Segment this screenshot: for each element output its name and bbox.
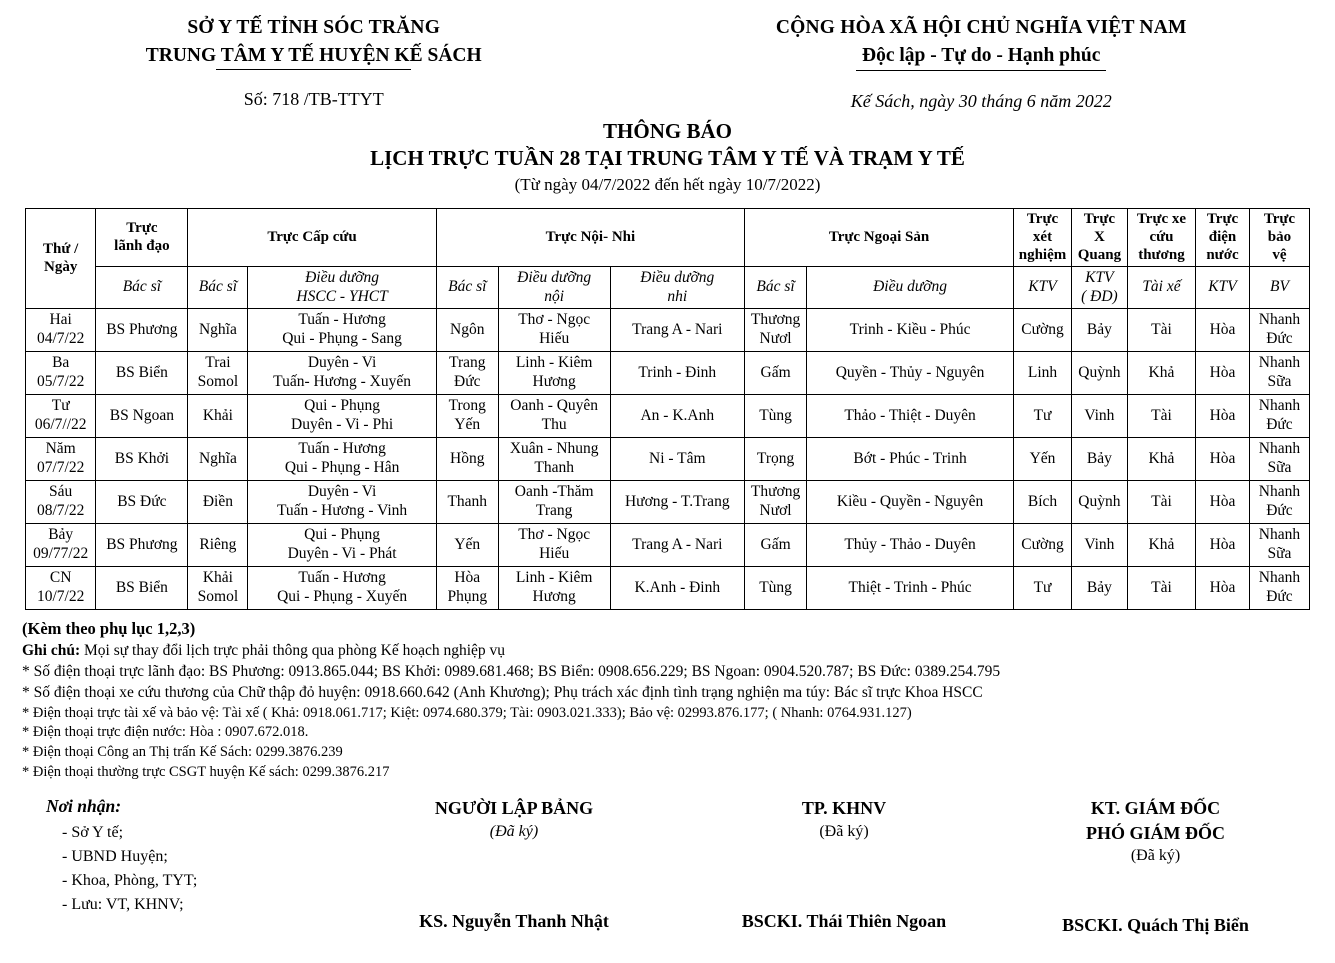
cell-internal-nurse (498, 480, 610, 523)
cell-security-line: Nhanh (1258, 311, 1301, 329)
cell-pediatric-nurse: Hương - T.Trang (610, 480, 745, 523)
cell-internal-nurse-line: Oanh -Thăm (514, 483, 594, 501)
cell-pediatric-nurse: K.Anh - Đinh (610, 566, 745, 609)
subcol-leadership-doctor: Bác sĩ (96, 267, 188, 309)
organization-province: SỞ Y TẾ TỈNH SÓC TRĂNG (187, 17, 441, 38)
cell-lab-tech: Bích (1014, 480, 1072, 523)
page-subtitle: LỊCH TRỰC TUẦN 28 TẠI TRUNG TÂM Y TẾ VÀ TRẠM Y TẾ (370, 145, 965, 170)
cell-lab-tech: Yến (1014, 437, 1072, 480)
appendix-note: (Kèm theo phụ lục 1,2,3) (22, 618, 196, 638)
col-header-security-line2: bảo (1267, 228, 1292, 245)
cell-security-line: Đức (1266, 415, 1293, 433)
col-header-lab-line1: Trực (1026, 211, 1059, 228)
col-header-utility (1196, 209, 1250, 267)
cell-day-line: Ba (52, 354, 70, 372)
cell-internal-doctor-line: Đức (454, 372, 481, 390)
director-signed-mark: (Đã ký) (1130, 846, 1181, 864)
col-header-ambulance-line2: cứu (1149, 228, 1174, 245)
cell-surgery-doctor-line: Thương (750, 483, 801, 501)
cell-pediatric-nurse: Ni - Tâm (610, 437, 745, 480)
col-header-emergency: Trực Cấp cứu (188, 209, 436, 267)
col-header-utility-line2: điện (1208, 228, 1237, 245)
col-header-day-line2: Ngày (44, 258, 78, 275)
cell-security-line: Đức (1266, 501, 1293, 519)
cell-day-line: Bảy (48, 526, 74, 544)
cell-surgery-doctor: Gấm (745, 351, 807, 394)
subcol-driver-line: Tài xế (1142, 278, 1181, 296)
cell-emergency-nurse-line: Duyên - Vi (307, 354, 377, 372)
cell-emergency-nurse-line: Qui - Phụng - Xuyến (277, 587, 408, 605)
subcol-xray-tech-line: KTV (1085, 269, 1114, 287)
cell-internal-nurse-line: Thu (541, 415, 567, 433)
khnv-title: TP. KHNV (801, 798, 887, 819)
table-row (26, 351, 1310, 394)
cell-utility-tech: Hòa (1196, 480, 1250, 523)
notes-block (22, 618, 1310, 783)
national-motto (627, 42, 1335, 70)
cell-emergency-nurse-line: Tuấn - Hương (298, 311, 386, 329)
recipients-column (24, 796, 344, 936)
cell-internal-doctor (436, 566, 498, 609)
col-header-xray-line2: X (1093, 228, 1105, 245)
cell-internal-doctor: Ngôn (436, 308, 498, 351)
col-header-security (1249, 209, 1309, 267)
cell-lab-tech: Cường (1014, 523, 1072, 566)
cell-emergency-nurse (248, 523, 436, 566)
note-traffic-police-phone: * Điện thoại thường trực CSGT huyện Kế sách: 0299.3876.217 (22, 763, 390, 780)
khnv-column (684, 796, 1004, 936)
cell-leadership-doctor: BS Đức (96, 480, 188, 523)
cell-day-line: 04/7/22 (36, 329, 85, 347)
cell-driver: Tài (1127, 308, 1195, 351)
cell-internal-nurse (498, 351, 610, 394)
cell-surgery-nurse: Thảo - Thiệt - Duyên (807, 394, 1014, 437)
cell-utility-tech: Hòa (1196, 351, 1250, 394)
subcol-emergency-nurse-line1: Điều dưỡng (305, 269, 380, 287)
cell-pediatric-nurse: Trinh - Đinh (610, 351, 745, 394)
cell-internal-nurse-line: Thơ - Ngọc (518, 526, 591, 544)
cell-day-line: Hai (49, 311, 72, 329)
cell-day-line: CN (49, 569, 72, 587)
cell-xray-tech: Bảy (1071, 566, 1127, 609)
subcol-security (1249, 267, 1309, 309)
cell-pediatric-nurse: Trang A - Nari (610, 523, 745, 566)
cell-leadership-doctor: BS Ngoan (96, 394, 188, 437)
director-column (1004, 796, 1307, 936)
cell-utility-tech: Hòa (1196, 437, 1250, 480)
cell-security (1249, 437, 1309, 480)
cell-emergency-doctor: Riêng (188, 523, 248, 566)
khnv-signed-mark: (Đã ký) (819, 822, 869, 840)
subcol-pediatric-nurse (610, 267, 745, 309)
director-name: BSCKI. Quách Thị Biển (1062, 915, 1249, 936)
subcol-utility (1196, 267, 1250, 309)
cell-security (1249, 308, 1309, 351)
table-row (26, 437, 1310, 480)
cell-emergency-doctor-line: Khải (202, 569, 233, 587)
document-header (0, 0, 1335, 112)
table-row (26, 566, 1310, 609)
cell-day-line: Sáu (49, 483, 73, 501)
cell-day (26, 523, 96, 566)
date-range: (Từ ngày 04/7/2022 đến hết ngày 10/7/2022) (514, 175, 821, 195)
cell-internal-nurse (498, 308, 610, 351)
cell-security-line: Sữa (1267, 458, 1292, 476)
subcol-emergency-nurse (248, 267, 436, 309)
cell-emergency-doctor-line: Somol (197, 587, 239, 605)
cell-internal-nurse (498, 523, 610, 566)
recipient-item: - Sở Y tế; (62, 824, 124, 842)
col-header-security-line3: vệ (1272, 246, 1287, 263)
cell-emergency-nurse (248, 480, 436, 523)
cell-internal-nurse-line: Thanh (534, 458, 574, 476)
cell-surgery-doctor-line: Nươl (759, 501, 792, 519)
cell-internal-nurse (498, 566, 610, 609)
table-body (26, 308, 1310, 609)
cell-day-line: 08/7/22 (36, 501, 85, 519)
preparer-signed-mark: (Đã ký) (489, 822, 539, 840)
cell-security-line: Nhanh (1258, 397, 1301, 415)
cell-internal-doctor (436, 394, 498, 437)
note-police-phone: * Điện thoại Công an Thị trấn Kế Sách: 0299.3876.239 (22, 743, 343, 760)
table-header-group-row (26, 209, 1310, 267)
cell-utility-tech: Hòa (1196, 308, 1250, 351)
cell-surgery-nurse: Kiều - Quyền - Nguyên (807, 480, 1014, 523)
cell-emergency-doctor: Điền (188, 480, 248, 523)
cell-day-line: 10/7/22 (36, 587, 85, 605)
cell-day-line: 07/7/22 (36, 458, 85, 476)
cell-day-line: 09/77/22 (33, 544, 89, 562)
col-header-lab-line2: xét (1032, 228, 1053, 245)
cell-day-line: 06/7//22 (34, 415, 87, 433)
cell-security (1249, 394, 1309, 437)
cell-internal-doctor: Thanh (436, 480, 498, 523)
cell-leadership-doctor: BS Biển (96, 566, 188, 609)
cell-internal-doctor (436, 351, 498, 394)
cell-security-line: Đức (1266, 329, 1293, 347)
cell-surgery-doctor: Tùng (745, 394, 807, 437)
place-and-date: Kế Sách, ngày 30 tháng 6 năm 2022 (850, 90, 1112, 111)
cell-emergency-nurse-line: Duyên - Vi (307, 483, 377, 501)
table-header (26, 209, 1310, 309)
cell-xray-tech: Vinh (1071, 523, 1127, 566)
table-row (26, 480, 1310, 523)
note-utility-phone: * Điện thoại trực điện nước: Hòa : 0907.672.018. (22, 724, 309, 741)
khnv-name: BSCKI. Thái Thiên Ngoan (741, 911, 947, 932)
duty-schedule-table (25, 208, 1310, 610)
col-header-leadership-line2: lãnh đạo (114, 237, 170, 254)
signature-block (0, 796, 1335, 936)
cell-emergency-nurse-line: Duyên - Vi - Phát (287, 544, 397, 562)
national-title: CỘNG HÒA XÃ HỘI CHỦ NGHĨA VIỆT NAM (775, 17, 1187, 38)
cell-surgery-doctor-line: Nươl (759, 329, 792, 347)
cell-driver: Khả (1127, 351, 1195, 394)
cell-leadership-doctor: BS Biển (96, 351, 188, 394)
cell-emergency-doctor-line: Somol (197, 372, 239, 390)
director-title-line2: PHÓ GIÁM ĐỐC (1086, 822, 1225, 843)
note-text: Mọi sự thay đổi lịch trực phải thông qua phòng Kế hoạch nghiệp vụ (80, 642, 506, 660)
cell-security-line: Nhanh (1258, 483, 1301, 501)
subcol-utility-line: KTV (1208, 278, 1237, 296)
subcol-security-line: BV (1269, 278, 1289, 296)
cell-emergency-nurse (248, 308, 436, 351)
col-header-leadership-line1: Trực (126, 220, 158, 237)
cell-day (26, 351, 96, 394)
cell-internal-doctor-line: Yến (454, 415, 481, 433)
cell-emergency-doctor (188, 351, 248, 394)
cell-driver: Tài (1127, 480, 1195, 523)
title-block (0, 118, 1335, 197)
cell-surgery-nurse: Quyền - Thủy - Nguyên (807, 351, 1014, 394)
col-header-ambulance-line1: Trực xe (1136, 211, 1187, 228)
cell-internal-doctor-line: Phụng (447, 587, 488, 605)
cell-xray-tech: Bảy (1071, 308, 1127, 351)
subcol-emergency-nurse-line2: HSCC - YHCT (296, 287, 388, 305)
national-motto-text: Độc lập - Tự do - Hạnh phúc (856, 42, 1106, 70)
subcol-internal-nurse-line1: Điều dưỡng (517, 269, 592, 287)
cell-emergency-nurse (248, 351, 436, 394)
cell-day (26, 394, 96, 437)
col-header-day (26, 209, 96, 309)
cell-emergency-nurse-line: Qui - Phụng - Sang (282, 329, 402, 347)
cell-day-line: Tư (51, 397, 70, 415)
col-header-day-line1: Thứ / (43, 240, 79, 257)
cell-surgery-doctor-line: Thương (750, 311, 801, 329)
cell-pediatric-nurse: An - K.Anh (610, 394, 745, 437)
subcol-pediatric-nurse-line2: nhi (667, 287, 688, 305)
cell-driver: Khả (1127, 437, 1195, 480)
col-header-internal-pediatrics: Trực Nội- Nhi (436, 209, 744, 267)
cell-day (26, 566, 96, 609)
cell-lab-tech: Tư (1014, 394, 1072, 437)
cell-emergency-doctor: Khải (188, 394, 248, 437)
cell-security-line: Sữa (1267, 372, 1292, 390)
cell-emergency-doctor: Nghĩa (188, 308, 248, 351)
note-ambulance-phone: * Số điện thoại xe cứu thương của Chữ thập đỏ huyện: 0918.660.642 (Anh Khương); Phụ trách xác định tình trạng nghiện ma túy: Bác sĩ trực Khoa HSCC (22, 684, 983, 702)
cell-internal-doctor: Yến (436, 523, 498, 566)
recipients-list (62, 821, 344, 917)
document-number: Số: 718 /TB-TTYT (243, 88, 384, 109)
cell-surgery-doctor (745, 308, 807, 351)
cell-emergency-nurse-line: Qui - Phụng - Hân (284, 458, 400, 476)
cell-emergency-nurse-line: Qui - Phụng (304, 526, 380, 544)
subcol-xray-tech (1071, 267, 1127, 309)
cell-security (1249, 566, 1309, 609)
cell-day (26, 437, 96, 480)
subcol-lab-tech (1014, 267, 1072, 309)
cell-security-line: Đức (1266, 587, 1293, 605)
cell-internal-nurse (498, 437, 610, 480)
cell-internal-doctor-line: Hòa (454, 569, 481, 587)
cell-surgery-nurse: Bớt - Phúc - Trinh (807, 437, 1014, 480)
col-header-ambulance (1127, 209, 1195, 267)
cell-surgery-doctor: Tùng (745, 566, 807, 609)
note-label: Ghi chú: (22, 642, 81, 660)
cell-driver: Khả (1127, 523, 1195, 566)
organization-center-text: TRUNG TÂM Y TẾ HUYỆN KẾ SÁCH (146, 42, 482, 70)
cell-driver: Tài (1127, 566, 1195, 609)
organization-center (0, 42, 627, 70)
cell-security (1249, 351, 1309, 394)
cell-xray-tech: Vinh (1071, 394, 1127, 437)
cell-security-line: Nhanh (1258, 354, 1301, 372)
cell-internal-nurse-line: Xuân - Nhung (509, 440, 599, 458)
header-right-block (627, 14, 1335, 112)
cell-leadership-doctor: BS Khởi (96, 437, 188, 480)
cell-internal-nurse-line: Hương (532, 587, 576, 605)
cell-emergency-nurse (248, 394, 436, 437)
cell-security (1249, 480, 1309, 523)
cell-surgery-doctor: Gấm (745, 523, 807, 566)
cell-security (1249, 523, 1309, 566)
cell-day (26, 480, 96, 523)
cell-internal-nurse-line: Hương (532, 372, 576, 390)
cell-emergency-nurse (248, 437, 436, 480)
cell-surgery-nurse: Thiệt - Trinh - Phúc (807, 566, 1014, 609)
subcol-surgery-nurse: Điều dưỡng (807, 267, 1014, 309)
cell-security-line: Nhanh (1258, 440, 1301, 458)
cell-internal-nurse-line: Linh - Kiêm (515, 569, 593, 587)
preparer-title: NGƯỜI LẬP BẢNG (434, 798, 594, 819)
cell-leadership-doctor: BS Phương (96, 523, 188, 566)
cell-security-line: Nhanh (1258, 526, 1301, 544)
subcol-internal-nurse-line2: nội (544, 287, 565, 305)
cell-xray-tech: Quỳnh (1071, 351, 1127, 394)
cell-lab-tech: Tư (1014, 566, 1072, 609)
cell-utility-tech: Hòa (1196, 394, 1250, 437)
cell-emergency-nurse-line: Qui - Phụng (304, 397, 380, 415)
cell-internal-nurse-line: Linh - Kiêm (515, 354, 593, 372)
col-header-utility-line1: Trực (1206, 211, 1239, 228)
col-header-xray-line1: Trực (1083, 211, 1115, 228)
cell-internal-doctor: Hồng (436, 437, 498, 480)
col-header-ambulance-line3: thương (1138, 246, 1185, 263)
cell-emergency-doctor (188, 566, 248, 609)
cell-internal-nurse (498, 394, 610, 437)
cell-xray-tech: Quỳnh (1071, 480, 1127, 523)
cell-internal-nurse-line: Hiếu (539, 329, 570, 347)
table-row (26, 523, 1310, 566)
cell-internal-nurse-line: Oanh - Quyên (510, 397, 599, 415)
cell-utility-tech: Hòa (1196, 566, 1250, 609)
cell-emergency-doctor-line: Trai (205, 354, 231, 372)
subcol-pediatric-nurse-line1: Điều dưỡng (640, 269, 715, 287)
cell-leadership-doctor: BS Phương (96, 308, 188, 351)
subcol-surgery-doctor: Bác sĩ (745, 267, 807, 309)
note-leader-phones: * Số điện thoại trực lãnh đạo: BS Phương: 0913.865.044; BS Khởi: 0989.681.468; BS Biển: 0908.656.229; BS Ngoan: 0904.520.787; BS Đức: 0389.254.795 (22, 663, 1001, 681)
col-header-lab-line3: nghiệm (1018, 246, 1067, 263)
cell-internal-nurse-line: Thơ - Ngọc (518, 311, 591, 329)
cell-surgery-doctor: Trọng (745, 437, 807, 480)
cell-security-line: Sữa (1267, 544, 1292, 562)
cell-surgery-doctor (745, 480, 807, 523)
cell-internal-doctor-line: Trang (449, 354, 486, 372)
recipient-item: - Lưu: VT, KHNV; (62, 896, 184, 914)
recipients-label: Nơi nhận: (46, 796, 122, 817)
note-driver-security-phone: * Điện thoại trực tài xế và bảo vệ: Tài xế ( Khả: 0918.061.717; Kiệt: 0974.680.379; Tài: 0903.021.333); Bảo vệ: 02993.876.177; ( Nhanh: 0764.931.127) (22, 704, 912, 721)
cell-emergency-doctor: Nghĩa (188, 437, 248, 480)
header-left-block (0, 14, 627, 112)
preparer-column (344, 796, 684, 936)
recipient-item: - UBND Huyện; (62, 848, 168, 866)
col-header-security-line1: Trực (1263, 211, 1296, 228)
cell-emergency-nurse-line: Tuấn - Hương - Vinh (276, 501, 408, 519)
cell-driver: Tài (1127, 394, 1195, 437)
col-header-lab (1014, 209, 1072, 267)
cell-pediatric-nurse: Trang A - Nari (610, 308, 745, 351)
cell-lab-tech: Cường (1014, 308, 1072, 351)
subcol-lab-tech-line: KTV (1028, 278, 1057, 296)
note-general (22, 640, 1310, 661)
cell-surgery-nurse: Thủy - Thảo - Duyên (807, 523, 1014, 566)
table-row (26, 308, 1310, 351)
page-title: THÔNG BÁO (603, 118, 732, 143)
cell-lab-tech: Linh (1014, 351, 1072, 394)
cell-internal-nurse-line: Trang (535, 501, 573, 519)
cell-emergency-nurse-line: Tuấn - Hương (298, 569, 386, 587)
cell-internal-nurse-line: Hiếu (539, 544, 570, 562)
subcol-internal-nurse (498, 267, 610, 309)
cell-day (26, 308, 96, 351)
cell-security-line: Nhanh (1258, 569, 1301, 587)
col-header-xray-line3: Quang (1077, 246, 1122, 263)
cell-day-line: 05/7/22 (36, 372, 85, 390)
cell-emergency-nurse-line: Duyên - Vi - Phi (291, 415, 394, 433)
subcol-xray-tech-line: ( ĐD) (1081, 287, 1118, 305)
recipient-item: - Khoa, Phòng, TYT; (62, 872, 198, 890)
col-header-leadership (96, 209, 188, 267)
cell-internal-doctor-line: Trong (448, 397, 486, 415)
preparer-name: KS. Nguyễn Thanh Nhật (419, 911, 609, 932)
subcol-internal-doctor: Bác sĩ (436, 267, 498, 309)
table-row (26, 394, 1310, 437)
col-header-utility-line3: nước (1206, 246, 1239, 263)
cell-utility-tech: Hòa (1196, 523, 1250, 566)
cell-xray-tech: Bảy (1071, 437, 1127, 480)
table-header-sub-row (26, 267, 1310, 309)
cell-emergency-nurse-line: Tuấn - Hương (298, 440, 386, 458)
col-header-surgery-obstetrics: Trực Ngoại Sản (745, 209, 1014, 267)
cell-surgery-nurse: Trinh - Kiều - Phúc (807, 308, 1014, 351)
cell-emergency-nurse-line: Tuấn- Hương - Xuyến (273, 372, 412, 390)
subcol-driver (1127, 267, 1195, 309)
col-header-xray (1071, 209, 1127, 267)
cell-day-line: Năm (45, 440, 76, 458)
subcol-emergency-doctor: Bác sĩ (188, 267, 248, 309)
director-title-line1: KT. GIÁM ĐỐC (1090, 798, 1221, 819)
schedule-table-wrapper (25, 208, 1310, 610)
cell-emergency-nurse (248, 566, 436, 609)
